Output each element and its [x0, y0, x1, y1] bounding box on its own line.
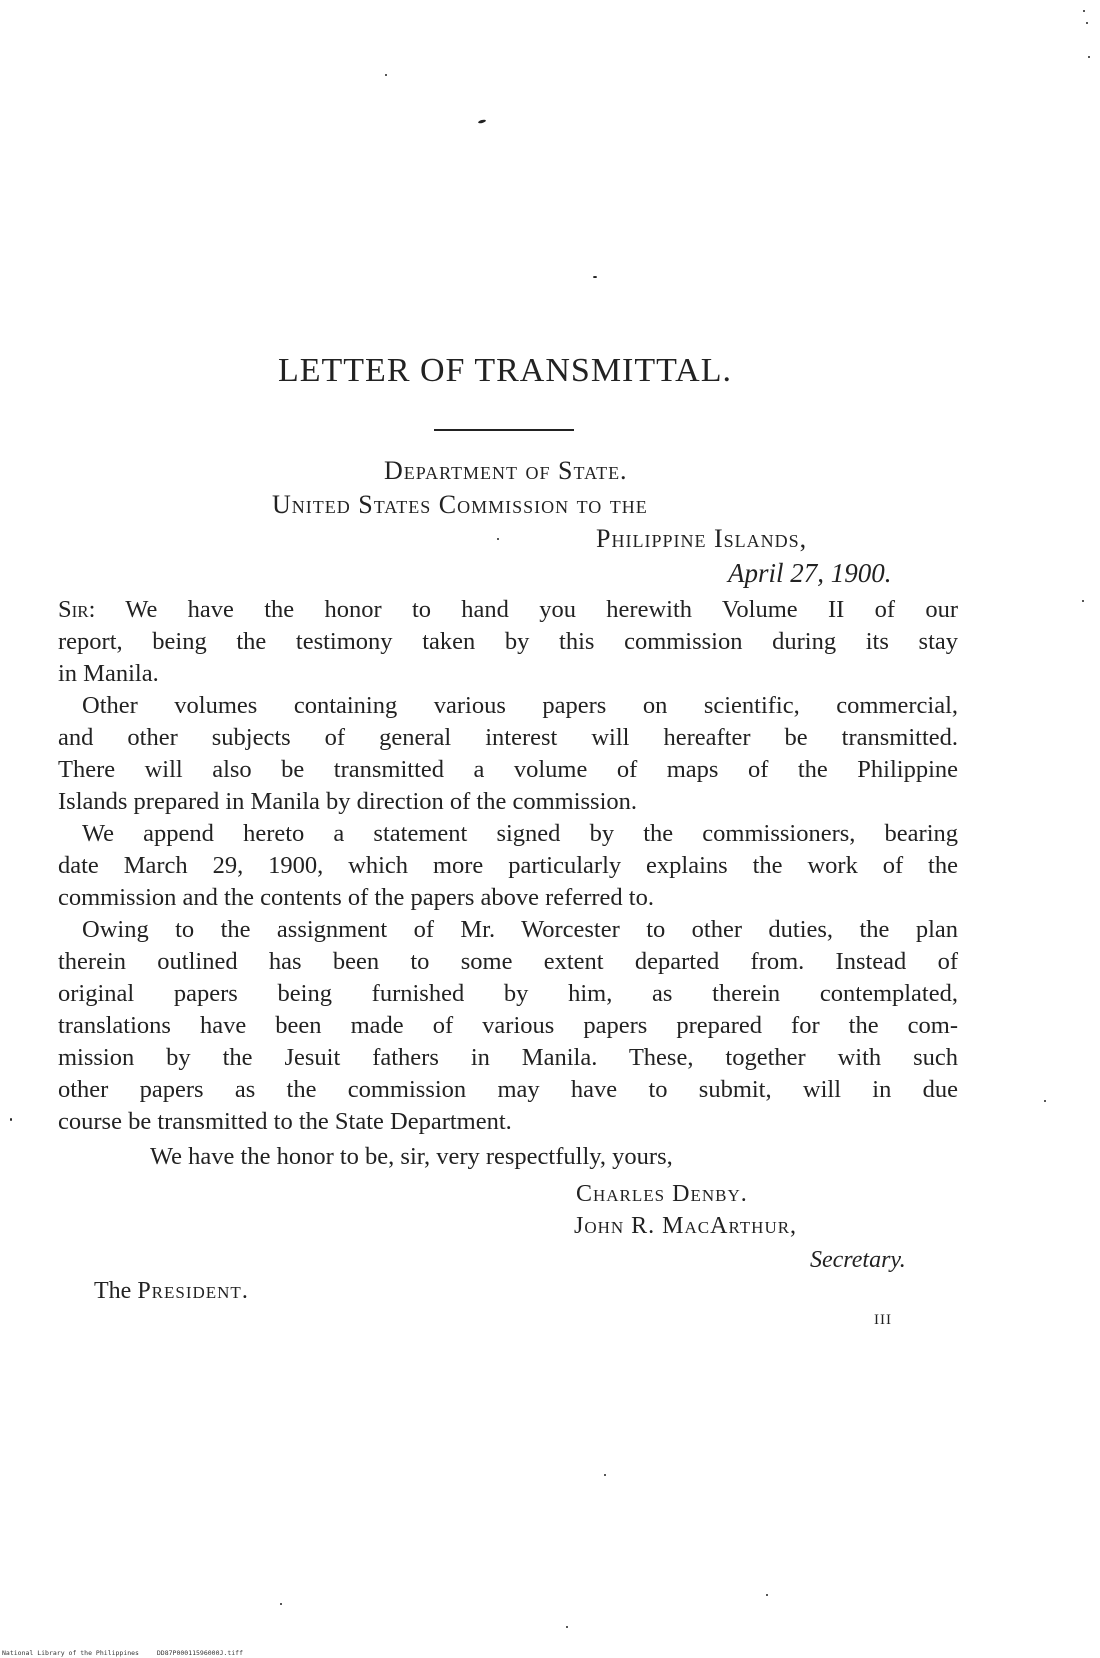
paragraph-1	[58, 594, 958, 690]
salutation: Sir:	[58, 596, 96, 623]
scan-speck	[1082, 600, 1084, 602]
paragraph-line: We append hereto a statement signed by the commissioners, bearing	[82, 820, 958, 847]
heading-commission: United States Commission to the	[272, 490, 648, 519]
paragraph-4	[58, 914, 958, 1138]
paragraph-line: in Manila.	[58, 660, 159, 687]
signer-denby: Charles Denby.	[576, 1181, 748, 1207]
paragraph-line: course be transmitted to the State Department.	[58, 1108, 512, 1135]
scan-speck	[1083, 10, 1085, 12]
scan-speck	[385, 74, 387, 76]
paragraph-line: commission and the contents of the papers above referred to.	[58, 884, 654, 911]
paragraph-line: report, being the testimony taken by this commission during its stay	[58, 628, 958, 655]
document-title: LETTER OF TRANSMITTAL.	[277, 352, 733, 389]
signer-title: Secretary.	[810, 1247, 906, 1273]
scan-footer	[2, 1649, 243, 1657]
scan-speck	[497, 538, 499, 540]
scan-speck	[1088, 56, 1090, 58]
footer-file: DD87P00011596000J.tiff	[156, 1649, 243, 1657]
scan-speck	[566, 1626, 568, 1628]
paragraph-line-text: We have the honor to hand you herewith Volume II of our	[95, 596, 958, 623]
scan-speck	[280, 1603, 282, 1605]
footer-library: National Library of the Philippines	[2, 1649, 139, 1657]
paragraph-line	[58, 594, 958, 626]
closing-line: We have the honor to be, sir, very respectfully, yours,	[150, 1143, 673, 1170]
addressee	[94, 1278, 249, 1305]
paragraph-3	[58, 818, 958, 914]
scan-speck	[1086, 22, 1088, 24]
paragraph-line: translations have been made of various papers prepared for the com-	[58, 1012, 958, 1039]
heading-islands: Philippine Islands,	[596, 524, 808, 553]
letter-date: April 27, 1900.	[728, 558, 892, 588]
paragraph-line: Owing to the assignment of Mr. Worcester to other duties, the plan	[82, 916, 958, 943]
page-number: III	[874, 1312, 892, 1328]
paragraph-line: therein outlined has been to some extent departed from. Instead of	[58, 948, 958, 975]
paragraph-line: other papers as the commission may have to submit, will in due	[58, 1076, 958, 1103]
scan-speck	[593, 276, 597, 278]
title-rule	[434, 429, 574, 431]
scan-speck	[478, 119, 487, 124]
paragraph-line: There will also be transmitted a volume of maps of the Philippine	[58, 756, 958, 783]
addressee-prefix: The	[94, 1278, 132, 1304]
heading-department: Department of State.	[384, 456, 628, 485]
paragraph-line: original papers being furnished by him, as therein contemplated,	[58, 980, 958, 1007]
scan-speck	[1044, 1100, 1046, 1102]
paragraph-line: Other volumes containing various papers on scientific, commercial,	[82, 692, 958, 719]
paragraph-line: mission by the Jesuit fathers in Manila. These, together with such	[58, 1044, 958, 1071]
scan-speck	[766, 1594, 768, 1596]
signer-macarthur: John R. MacArthur,	[574, 1213, 798, 1239]
paragraph-2	[58, 690, 958, 818]
scan-speck	[604, 1474, 606, 1476]
scan-speck	[10, 1118, 12, 1121]
paragraph-line: and other subjects of general interest will hereafter be transmitted.	[58, 724, 958, 751]
paragraph-line: Islands prepared in Manila by direction of the commission.	[58, 788, 638, 815]
addressee-name: President.	[137, 1278, 249, 1304]
paragraph-line: date March 29, 1900, which more particularly explains the work of the	[58, 852, 958, 879]
